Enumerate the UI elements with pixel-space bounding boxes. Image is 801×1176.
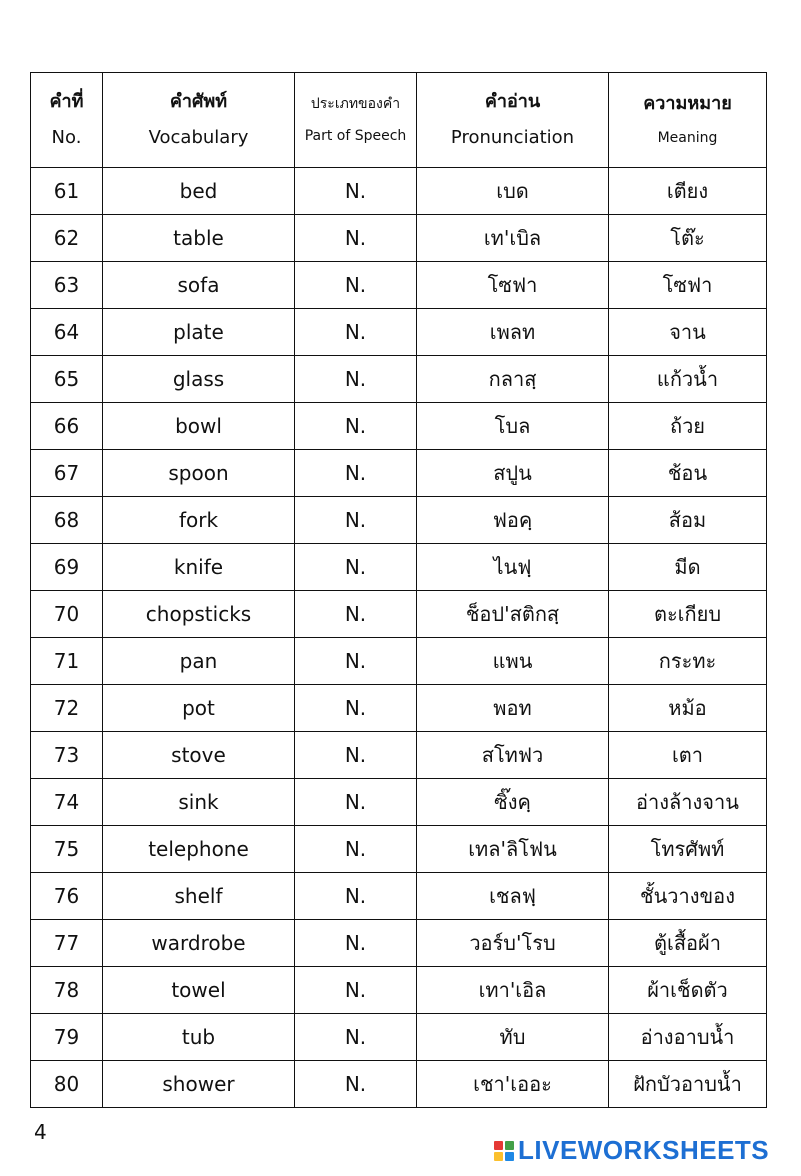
cell-part-of-speech: N. [295, 1061, 417, 1108]
cell-meaning: หม้อ [609, 685, 767, 732]
cell-vocabulary: bed [103, 168, 295, 215]
cell-number: 61 [31, 168, 103, 215]
cell-pronunciation: ทับ [417, 1014, 609, 1061]
table-row [31, 262, 767, 309]
cell-vocabulary: bowl [103, 403, 295, 450]
table-row [31, 591, 767, 638]
table-row [31, 967, 767, 1014]
cell-number: 68 [31, 497, 103, 544]
cell-vocabulary: wardrobe [103, 920, 295, 967]
cell-pronunciation: เชลฟฺ [417, 873, 609, 920]
cell-pronunciation: สปูน [417, 450, 609, 497]
cell-pronunciation: สโทฟว [417, 732, 609, 779]
cell-meaning: โต๊ะ [609, 215, 767, 262]
cell-number: 78 [31, 967, 103, 1014]
cell-meaning: อ่างล้างจาน [609, 779, 767, 826]
page-number: 4 [34, 1120, 47, 1144]
cell-vocabulary: knife [103, 544, 295, 591]
header-part-of-speech [295, 73, 417, 168]
cell-number: 73 [31, 732, 103, 779]
header-no-thai: คำที่ [49, 91, 84, 112]
cell-pronunciation: พอท [417, 685, 609, 732]
cell-vocabulary: sofa [103, 262, 295, 309]
cell-meaning: แก้วน้ำ [609, 356, 767, 403]
cell-pronunciation: แพน [417, 638, 609, 685]
table-row [31, 920, 767, 967]
cell-pronunciation: โบล [417, 403, 609, 450]
header-meaning-thai: ความหมาย [643, 93, 732, 114]
liveworksheets-logo-text: LIVEWORKSHEETS [518, 1135, 770, 1165]
cell-number: 67 [31, 450, 103, 497]
cell-vocabulary: tub [103, 1014, 295, 1061]
cell-number: 63 [31, 262, 103, 309]
cell-meaning: ผ้าเช็ดตัว [609, 967, 767, 1014]
cell-number: 75 [31, 826, 103, 873]
cell-vocabulary: fork [103, 497, 295, 544]
cell-part-of-speech: N. [295, 638, 417, 685]
vocabulary-table [30, 72, 767, 1108]
cell-pronunciation: เบด [417, 168, 609, 215]
header-part-of-speech-thai: ประเภทของคำ [310, 96, 401, 112]
cell-pronunciation: เทล'ลิโฟน [417, 826, 609, 873]
header-no-english: No. [51, 127, 82, 148]
header-meaning [609, 73, 767, 168]
table-row [31, 1014, 767, 1061]
cell-pronunciation: เทา'เอิล [417, 967, 609, 1014]
cell-part-of-speech: N. [295, 1014, 417, 1061]
cell-part-of-speech: N. [295, 356, 417, 403]
cell-meaning: เตา [609, 732, 767, 779]
cell-vocabulary: towel [103, 967, 295, 1014]
cell-number: 71 [31, 638, 103, 685]
cell-pronunciation: เชา'เออะ [417, 1061, 609, 1108]
table-header-row [31, 73, 767, 168]
cell-part-of-speech: N. [295, 309, 417, 356]
cell-pronunciation: โซฟา [417, 262, 609, 309]
cell-number: 65 [31, 356, 103, 403]
cell-meaning: จาน [609, 309, 767, 356]
liveworksheets-logo-icon [494, 1141, 514, 1161]
cell-meaning: ถ้วย [609, 403, 767, 450]
cell-part-of-speech: N. [295, 685, 417, 732]
table-row [31, 685, 767, 732]
logo-square-yellow [494, 1152, 503, 1161]
cell-number: 72 [31, 685, 103, 732]
cell-meaning: ตะเกียบ [609, 591, 767, 638]
cell-number: 70 [31, 591, 103, 638]
cell-part-of-speech: N. [295, 967, 417, 1014]
cell-vocabulary: pan [103, 638, 295, 685]
cell-part-of-speech: N. [295, 168, 417, 215]
cell-vocabulary: table [103, 215, 295, 262]
cell-part-of-speech: N. [295, 826, 417, 873]
cell-meaning: เตียง [609, 168, 767, 215]
cell-pronunciation: วอร์บ'โรบ [417, 920, 609, 967]
cell-part-of-speech: N. [295, 591, 417, 638]
cell-meaning: กระทะ [609, 638, 767, 685]
cell-number: 66 [31, 403, 103, 450]
cell-vocabulary: shower [103, 1061, 295, 1108]
table-row [31, 826, 767, 873]
cell-number: 69 [31, 544, 103, 591]
table-row [31, 356, 767, 403]
cell-part-of-speech: N. [295, 403, 417, 450]
table-row [31, 1061, 767, 1108]
logo-square-green [505, 1141, 514, 1150]
cell-vocabulary: sink [103, 779, 295, 826]
header-part-of-speech-english: Part of Speech [304, 128, 407, 144]
cell-number: 62 [31, 215, 103, 262]
header-pronunciation-english: Pronunciation [450, 127, 575, 148]
logo-square-blue [505, 1152, 514, 1161]
cell-number: 77 [31, 920, 103, 967]
table-row [31, 732, 767, 779]
cell-meaning: ชั้นวางของ [609, 873, 767, 920]
cell-number: 79 [31, 1014, 103, 1061]
cell-part-of-speech: N. [295, 873, 417, 920]
cell-vocabulary: stove [103, 732, 295, 779]
liveworksheets-logo [494, 1135, 769, 1166]
cell-pronunciation: เพลท [417, 309, 609, 356]
header-vocabulary [103, 73, 295, 168]
cell-number: 74 [31, 779, 103, 826]
cell-pronunciation: กลาสฺ [417, 356, 609, 403]
cell-vocabulary: chopsticks [103, 591, 295, 638]
header-pronunciation [417, 73, 609, 168]
header-vocabulary-english: Vocabulary [148, 127, 249, 148]
table-row [31, 309, 767, 356]
cell-part-of-speech: N. [295, 544, 417, 591]
table-row [31, 215, 767, 262]
cell-meaning: มีด [609, 544, 767, 591]
cell-number: 76 [31, 873, 103, 920]
table-row [31, 638, 767, 685]
cell-part-of-speech: N. [295, 450, 417, 497]
cell-part-of-speech: N. [295, 732, 417, 779]
table-row [31, 544, 767, 591]
cell-part-of-speech: N. [295, 215, 417, 262]
cell-number: 64 [31, 309, 103, 356]
cell-meaning: อ่างอาบน้ำ [609, 1014, 767, 1061]
cell-vocabulary: plate [103, 309, 295, 356]
table-row [31, 450, 767, 497]
cell-meaning: โซฟา [609, 262, 767, 309]
header-pronunciation-thai: คำอ่าน [484, 91, 541, 112]
table-row [31, 779, 767, 826]
header-no [31, 73, 103, 168]
logo-square-red [494, 1141, 503, 1150]
cell-number: 80 [31, 1061, 103, 1108]
table-row [31, 168, 767, 215]
cell-vocabulary: telephone [103, 826, 295, 873]
table-row [31, 497, 767, 544]
table-row [31, 873, 767, 920]
cell-meaning: ตู้เสื้อผ้า [609, 920, 767, 967]
cell-pronunciation: เท'เบิล [417, 215, 609, 262]
cell-meaning: ส้อม [609, 497, 767, 544]
cell-pronunciation: ฟอคฺ [417, 497, 609, 544]
cell-part-of-speech: N. [295, 920, 417, 967]
table-row [31, 403, 767, 450]
cell-vocabulary: shelf [103, 873, 295, 920]
cell-meaning: โทรศัพท์ [609, 826, 767, 873]
cell-pronunciation: ไนฟฺ [417, 544, 609, 591]
cell-pronunciation: ซิ๊งคฺ [417, 779, 609, 826]
cell-vocabulary: pot [103, 685, 295, 732]
cell-pronunciation: ช็อป'สติกสฺ [417, 591, 609, 638]
cell-part-of-speech: N. [295, 779, 417, 826]
cell-vocabulary: glass [103, 356, 295, 403]
cell-part-of-speech: N. [295, 497, 417, 544]
cell-vocabulary: spoon [103, 450, 295, 497]
cell-meaning: ฝักบัวอาบน้ำ [609, 1061, 767, 1108]
cell-part-of-speech: N. [295, 262, 417, 309]
header-meaning-english: Meaning [657, 130, 718, 146]
cell-meaning: ช้อน [609, 450, 767, 497]
header-vocabulary-thai: คำศัพท์ [169, 91, 228, 112]
